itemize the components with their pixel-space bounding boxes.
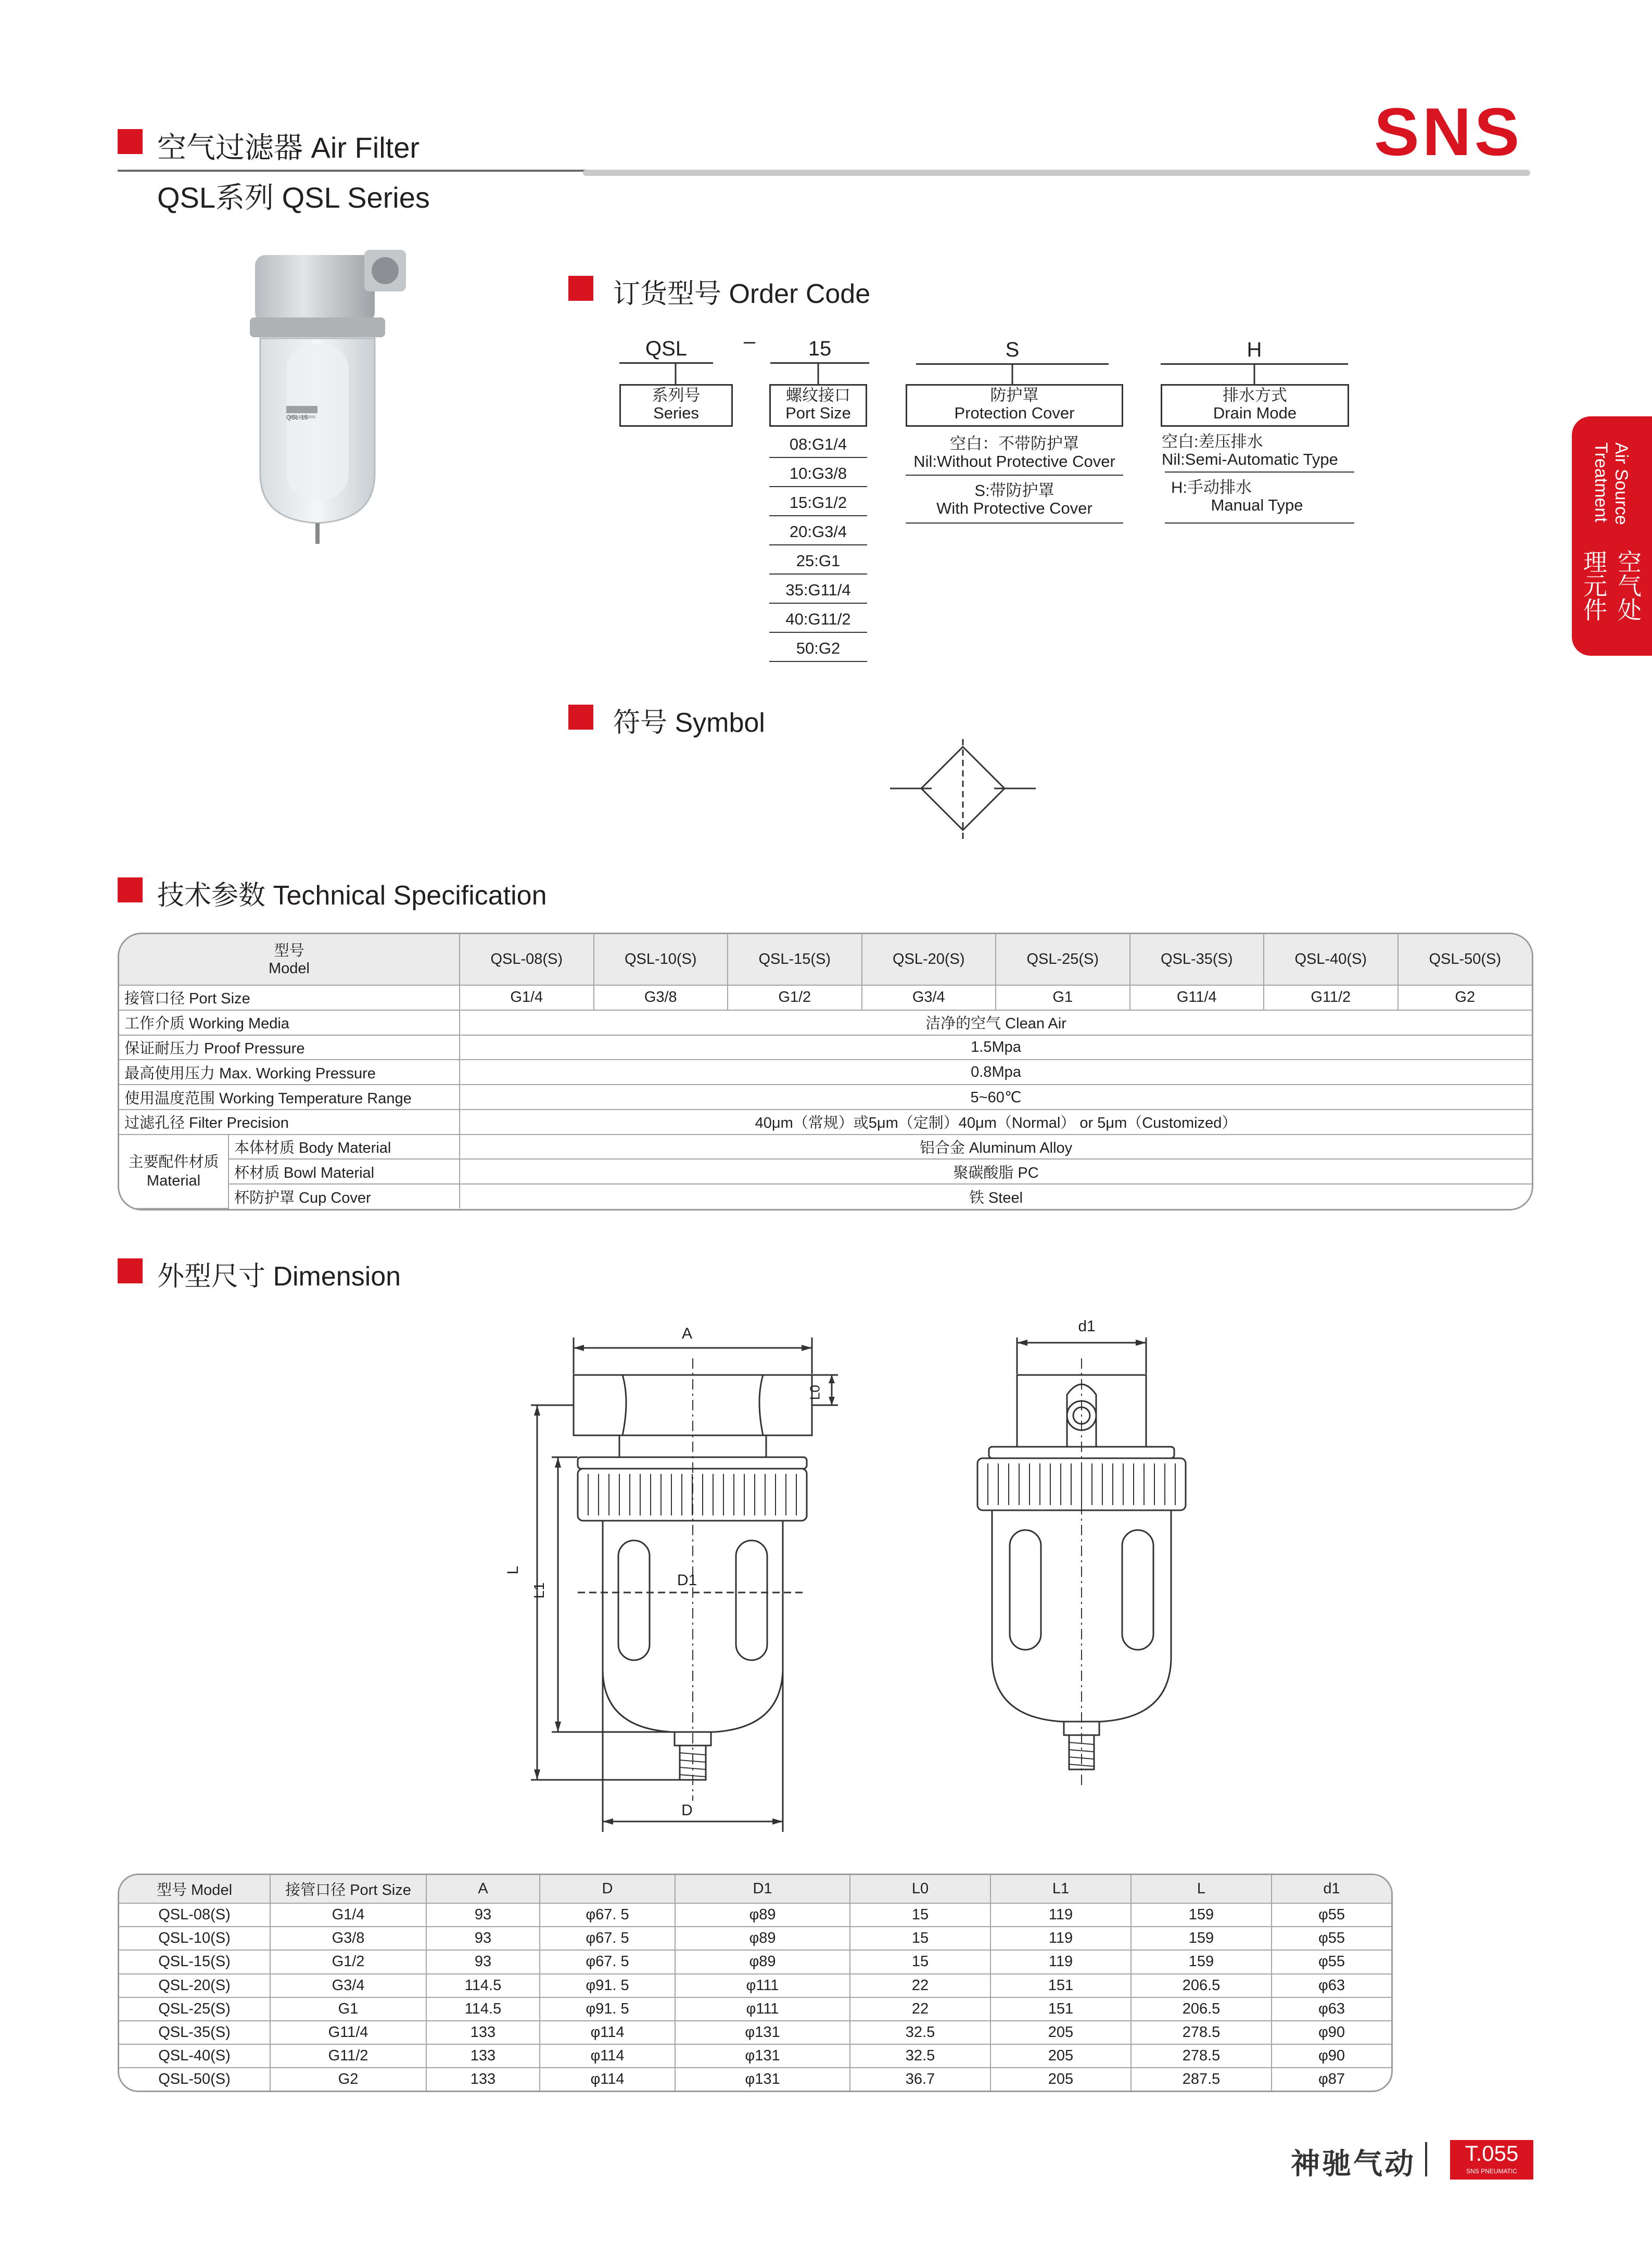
- tech-spec-title: 技术参数 Technical Specification: [157, 881, 547, 911]
- drain-option-line: [1165, 523, 1354, 524]
- model-cell: QSL-40(S): [1264, 934, 1398, 985]
- code-port: 15: [808, 337, 832, 360]
- port-option: 15:G1/2: [789, 493, 847, 512]
- side-view-drawing: [968, 1311, 1218, 1790]
- port-option: 35:G11/4: [785, 581, 851, 599]
- port-option-line: [769, 603, 867, 604]
- table-header-row: 型号 Model 接管口径 Port Size A D D1 L0 L1 L d1: [119, 1875, 1391, 1903]
- model-cell: QSL-08(S): [460, 934, 594, 985]
- drain-option: H:手动排水 Manual Type: [1171, 478, 1303, 514]
- footer-brand-en: SNS PNEUMATIC: [1466, 2168, 1517, 2175]
- symbol-title: 符号 Symbol: [613, 708, 765, 738]
- dim-label-A: A: [681, 1325, 692, 1342]
- table-row: 接管口径 Port Size G1/4 G3/8 G1/2 G3/4 G1 G11/4 G11/2 G2: [119, 985, 1532, 1010]
- protection-cover-box: 防护罩 Protection Cover: [906, 384, 1123, 427]
- side-tab-text: [1572, 442, 1650, 640]
- order-code-connectors: [0, 0, 1652, 396]
- cover-option: 空白：不带防护罩 Nil:Without Protective Cover: [913, 435, 1115, 470]
- table-row: 使用温度范围 Working Temperature Range 5~60℃: [119, 1085, 1532, 1110]
- model-cell: QSL-35(S): [1130, 934, 1264, 985]
- port-option: 20:G3/4: [789, 523, 847, 541]
- table-row: 最高使用压力 Max. Working Pressure 0.8Mpa: [119, 1060, 1532, 1085]
- drain-option: 空白:差压排水 Nil:Semi-Automatic Type: [1162, 432, 1338, 468]
- dim-label-D1: D1: [677, 1572, 697, 1589]
- table-row: QSL-15(S) G1/2 93 φ67. 5 φ89 15 119 159 φ55: [119, 1950, 1391, 1973]
- order-code-title: 订货型号 Order Code: [613, 279, 871, 309]
- product-label: QSL-15: [286, 414, 308, 421]
- series-box: 系列号 Series: [619, 384, 733, 427]
- table-row: QSL-40(S) G11/2 133 φ114 φ131 32.5 205 278.5 φ90: [119, 2044, 1391, 2068]
- dim-label-D: D: [681, 1802, 693, 1819]
- spec-table: [118, 933, 1533, 1211]
- table-row: QSL-25(S) G1 114.5 φ91. 5 φ111 22 151 206.5 φ63: [119, 1997, 1391, 2021]
- dim-label-L: L: [504, 1565, 522, 1575]
- table-row: 保证耐压力 Proof Pressure 1.5Mpa: [119, 1035, 1532, 1060]
- page-title: 空气过滤器 Air Filter: [157, 131, 420, 164]
- port-option: 25:G1: [796, 552, 841, 570]
- port-option: 50:G2: [796, 639, 841, 657]
- cover-option: S:带防护罩 With Protective Cover: [936, 481, 1092, 517]
- table-row: 工作介质 Working Media 洁净的空气 Clean Air: [119, 1010, 1532, 1035]
- code-dash: –: [743, 330, 756, 353]
- side-tab-cn: 空气处理元件: [1580, 550, 1642, 622]
- port-option-line: [769, 544, 867, 545]
- cover-option-line: [906, 475, 1123, 476]
- model-cell: QSL-50(S): [1398, 934, 1532, 985]
- code-series: QSL: [645, 337, 688, 360]
- port-option: 08:G1/4: [789, 435, 847, 453]
- filter-symbol: [885, 739, 1041, 848]
- code-drain: H: [1247, 338, 1262, 361]
- port-option: 10:G3/8: [789, 464, 847, 482]
- series-title: QSL系列 QSL Series: [157, 181, 430, 214]
- model-cell: QSL-20(S): [862, 934, 996, 985]
- table-row: 过滤孔径 Filter Precision 40μm（常规）或5μm（定制）40μm（Normal） or 5μm（Customized）: [119, 1110, 1532, 1135]
- table-row: QSL-50(S) G2 133 φ114 φ131 36.7 205 287.5 φ87: [119, 2068, 1391, 2091]
- page-code: T.055: [1465, 2141, 1519, 2165]
- dim-label-L1: L1: [531, 1582, 547, 1599]
- model-header: 型号 Model: [119, 934, 460, 985]
- dimension-table: [118, 1874, 1393, 2092]
- table-row: 主要配件材质 Material 本体材质 Body Material 铝合金 Aluminum Alloy: [119, 1135, 1532, 1160]
- table-row: QSL-10(S) G3/8 93 φ67. 5 φ89 15 119 159 φ55: [119, 1927, 1391, 1950]
- section-marker: [568, 705, 593, 730]
- port-option: 40:G11/2: [785, 610, 851, 628]
- model-cell: QSL-10(S): [594, 934, 728, 985]
- port-option-line: [769, 457, 867, 458]
- table-row: 杯材质 Bowl Material 聚碳酸脂 PC: [119, 1159, 1532, 1184]
- cover-option-line: [906, 523, 1123, 524]
- port-option-line: [769, 486, 867, 487]
- section-marker: [118, 1258, 143, 1283]
- dim-label-L0: L0: [807, 1385, 823, 1400]
- model-cell: QSL-15(S): [728, 934, 862, 985]
- port-option-line: [769, 632, 867, 633]
- page-number-box: [1450, 2140, 1533, 2180]
- footer-separator: [1425, 2142, 1427, 2176]
- port-option-line: [769, 515, 867, 516]
- port-size-box: 螺纹接口 Port Size: [769, 384, 867, 427]
- material-group: 主要配件材质 Material: [119, 1135, 228, 1208]
- port-option-line: [769, 661, 867, 662]
- table-row: QSL-08(S) G1/4 93 φ67. 5 φ89 15 119 159 φ55: [119, 1903, 1391, 1927]
- brand-logo: SNS: [1374, 94, 1523, 170]
- code-cover: S: [1005, 338, 1020, 361]
- table-row: QSL-35(S) G11/4 133 φ114 φ131 32.5 205 278.5 φ90: [119, 2021, 1391, 2044]
- side-tab-en: Air Source Treatment: [1591, 442, 1631, 525]
- dim-label-d1: d1: [1078, 1318, 1096, 1335]
- table-row: 杯防护罩 Cup Cover 铁 Steel: [119, 1184, 1532, 1208]
- table-row: QSL-20(S) G3/4 114.5 φ91. 5 φ111 22 151 206.5 φ63: [119, 1974, 1391, 1997]
- footer-brand-cn: 神驰气动: [1291, 2147, 1416, 2180]
- drain-option-line: [1165, 472, 1354, 473]
- section-marker: [118, 877, 143, 902]
- drain-mode-box: 排水方式 Drain Mode: [1161, 384, 1349, 427]
- dimension-title: 外型尺寸 Dimension: [157, 1262, 401, 1292]
- port-option-line: [769, 574, 867, 575]
- model-cell: QSL-25(S): [996, 934, 1130, 985]
